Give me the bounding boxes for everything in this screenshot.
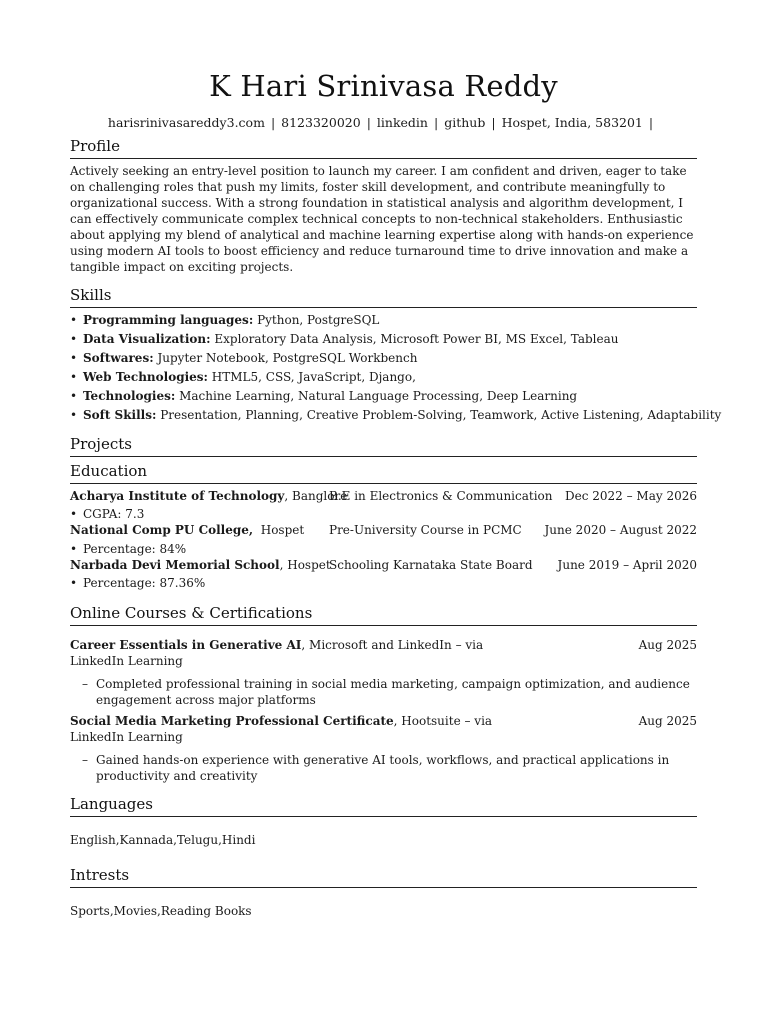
- course-title: [70, 713, 500, 745]
- course-description-text: Gained hands-on experience with generative AI tools, workflows, and practical applications in productivity and creativity: [96, 753, 670, 783]
- contact-linkedin-link[interactable]: linkedin: [376, 115, 428, 130]
- skill-label: Technologies:: [83, 389, 176, 403]
- education-detail-text: CGPA: 7.3: [83, 507, 145, 521]
- education-dates: June 2019 – April 2020: [557, 558, 697, 572]
- skill-value: Jupyter Notebook, PostgreSQL Workbench: [153, 351, 418, 365]
- bullet: •: [70, 332, 78, 346]
- section-heading-languages: Languages: [70, 794, 697, 817]
- education-detail: [70, 575, 205, 591]
- contact-location: Hospet, India, 583201: [501, 115, 643, 130]
- education-school: [70, 489, 347, 503]
- bullet: •: [70, 576, 78, 590]
- education-detail-text: Percentage: 84%: [83, 542, 187, 556]
- contact-website[interactable]: harisrinivasareddy3.com: [107, 115, 265, 130]
- skill-value: HTML5, CSS, JavaScript, Django,: [207, 370, 416, 384]
- languages-list: English,Kannada,Telugu,Hindi: [70, 833, 256, 847]
- skill-value: Python, PostgreSQL: [253, 313, 380, 327]
- school-place: , Banglore: [284, 489, 348, 503]
- education-dates: June 2020 – August 2022: [544, 523, 697, 537]
- course-description: [82, 752, 697, 784]
- section-heading-interests: Intrests: [70, 865, 697, 888]
- school-name: Narbada Devi Memorial School: [70, 558, 280, 572]
- skill-item: [70, 330, 697, 349]
- skill-item: [70, 349, 697, 368]
- separator: |: [270, 115, 276, 130]
- section-heading-education: Education: [70, 461, 697, 484]
- section-heading-profile: Profile: [70, 136, 697, 159]
- section-heading-projects: Projects: [70, 434, 697, 457]
- skill-item: [70, 406, 722, 425]
- skills-list: [70, 311, 722, 425]
- skill-label: Soft Skills:: [83, 408, 157, 422]
- education-dates: Dec 2022 – May 2026: [565, 489, 697, 503]
- skill-label: Programming languages:: [83, 313, 254, 327]
- separator: |: [648, 115, 654, 130]
- education-course: Schooling Karnataka State Board: [329, 558, 533, 572]
- bullet: •: [70, 507, 78, 521]
- separator: |: [491, 115, 496, 130]
- course-description-text: Completed professional training in social media marketing, campaign optimization, and audience engagement across major platforms: [96, 677, 690, 707]
- education-detail-text: Percentage: 87.36%: [83, 576, 206, 590]
- education-row: [70, 487, 697, 505]
- skill-item: [70, 311, 697, 330]
- skill-item: [70, 387, 697, 406]
- bullet: •: [70, 408, 78, 422]
- bullet: •: [70, 389, 78, 403]
- education-row: [70, 521, 697, 539]
- course-name: Social Media Marketing Professional Certificate: [70, 714, 394, 728]
- contact-phone: 8123320020: [281, 115, 361, 130]
- dash: –: [82, 753, 88, 767]
- education-detail: [70, 541, 186, 557]
- contact-line: [70, 114, 697, 132]
- course-date: Aug 2025: [638, 638, 697, 652]
- school-place: Hospet: [253, 523, 305, 537]
- skill-item: [70, 368, 697, 387]
- school-place: , Hospet: [279, 558, 331, 572]
- education-row: [70, 556, 697, 574]
- education-course: Pre-University Course in PCMC: [329, 523, 522, 537]
- bullet: •: [70, 351, 78, 365]
- course-provider: , Microsoft and LinkedIn – via LinkedIn Learning: [70, 638, 484, 668]
- candidate-name: K Hari Srinivasa Reddy: [209, 69, 558, 103]
- interests-list: Sports,Movies,Reading Books: [70, 904, 252, 918]
- skill-value: Presentation, Planning, Creative Problem-Solving, Teamwork, Active Listening, Adaptability: [156, 408, 722, 422]
- contact-github-link[interactable]: github: [444, 115, 486, 130]
- dash: –: [82, 677, 88, 691]
- education-course: B.E in Electronics & Communication: [329, 489, 553, 503]
- course-description: [82, 676, 697, 708]
- bullet: •: [70, 542, 78, 556]
- bullet: •: [70, 313, 78, 327]
- skill-value: Machine Learning, Natural Language Processing, Deep Learning: [175, 389, 578, 403]
- separator: |: [433, 115, 439, 130]
- skill-label: Data Visualization:: [83, 332, 211, 346]
- skill-value: Exploratory Data Analysis, Microsoft Power BI, MS Excel, Tableau: [210, 332, 619, 346]
- separator: |: [366, 115, 371, 130]
- course-title: [70, 637, 500, 669]
- education-school: [70, 558, 331, 572]
- skill-label: Softwares:: [83, 351, 154, 365]
- course-name: Career Essentials in Generative AI: [70, 638, 302, 652]
- skill-label: Web Technologies:: [83, 370, 208, 384]
- education-detail: [70, 506, 144, 522]
- section-heading-skills: Skills: [70, 285, 697, 308]
- bullet: •: [70, 370, 78, 384]
- section-heading-courses: Online Courses & Certifications: [70, 603, 697, 626]
- education-school: [70, 523, 304, 537]
- school-name: Acharya Institute of Technology: [70, 489, 285, 503]
- course-date: Aug 2025: [638, 714, 697, 728]
- course-provider: , Hootsuite – via LinkedIn Learning: [70, 714, 493, 744]
- school-name: National Comp PU College,: [70, 523, 254, 537]
- profile-summary: Actively seeking an entry-level position to launch my career. I am confident and driven, eager to take on challenging roles that push my limits, foster skill development, and contribute meaningfully to organizational success. With a strong foundation in statistical analysis and algorithm development, I can effectively communicate complex technical concepts to non-technical stakeholders. Enthusiastic about applying my blend of analytical and machine learning expertise along with hands-on experience using modern AI tools to boost efficiency and reduce turnaround time to drive innovation and make a tangible impact on exciting projects.: [70, 164, 694, 274]
